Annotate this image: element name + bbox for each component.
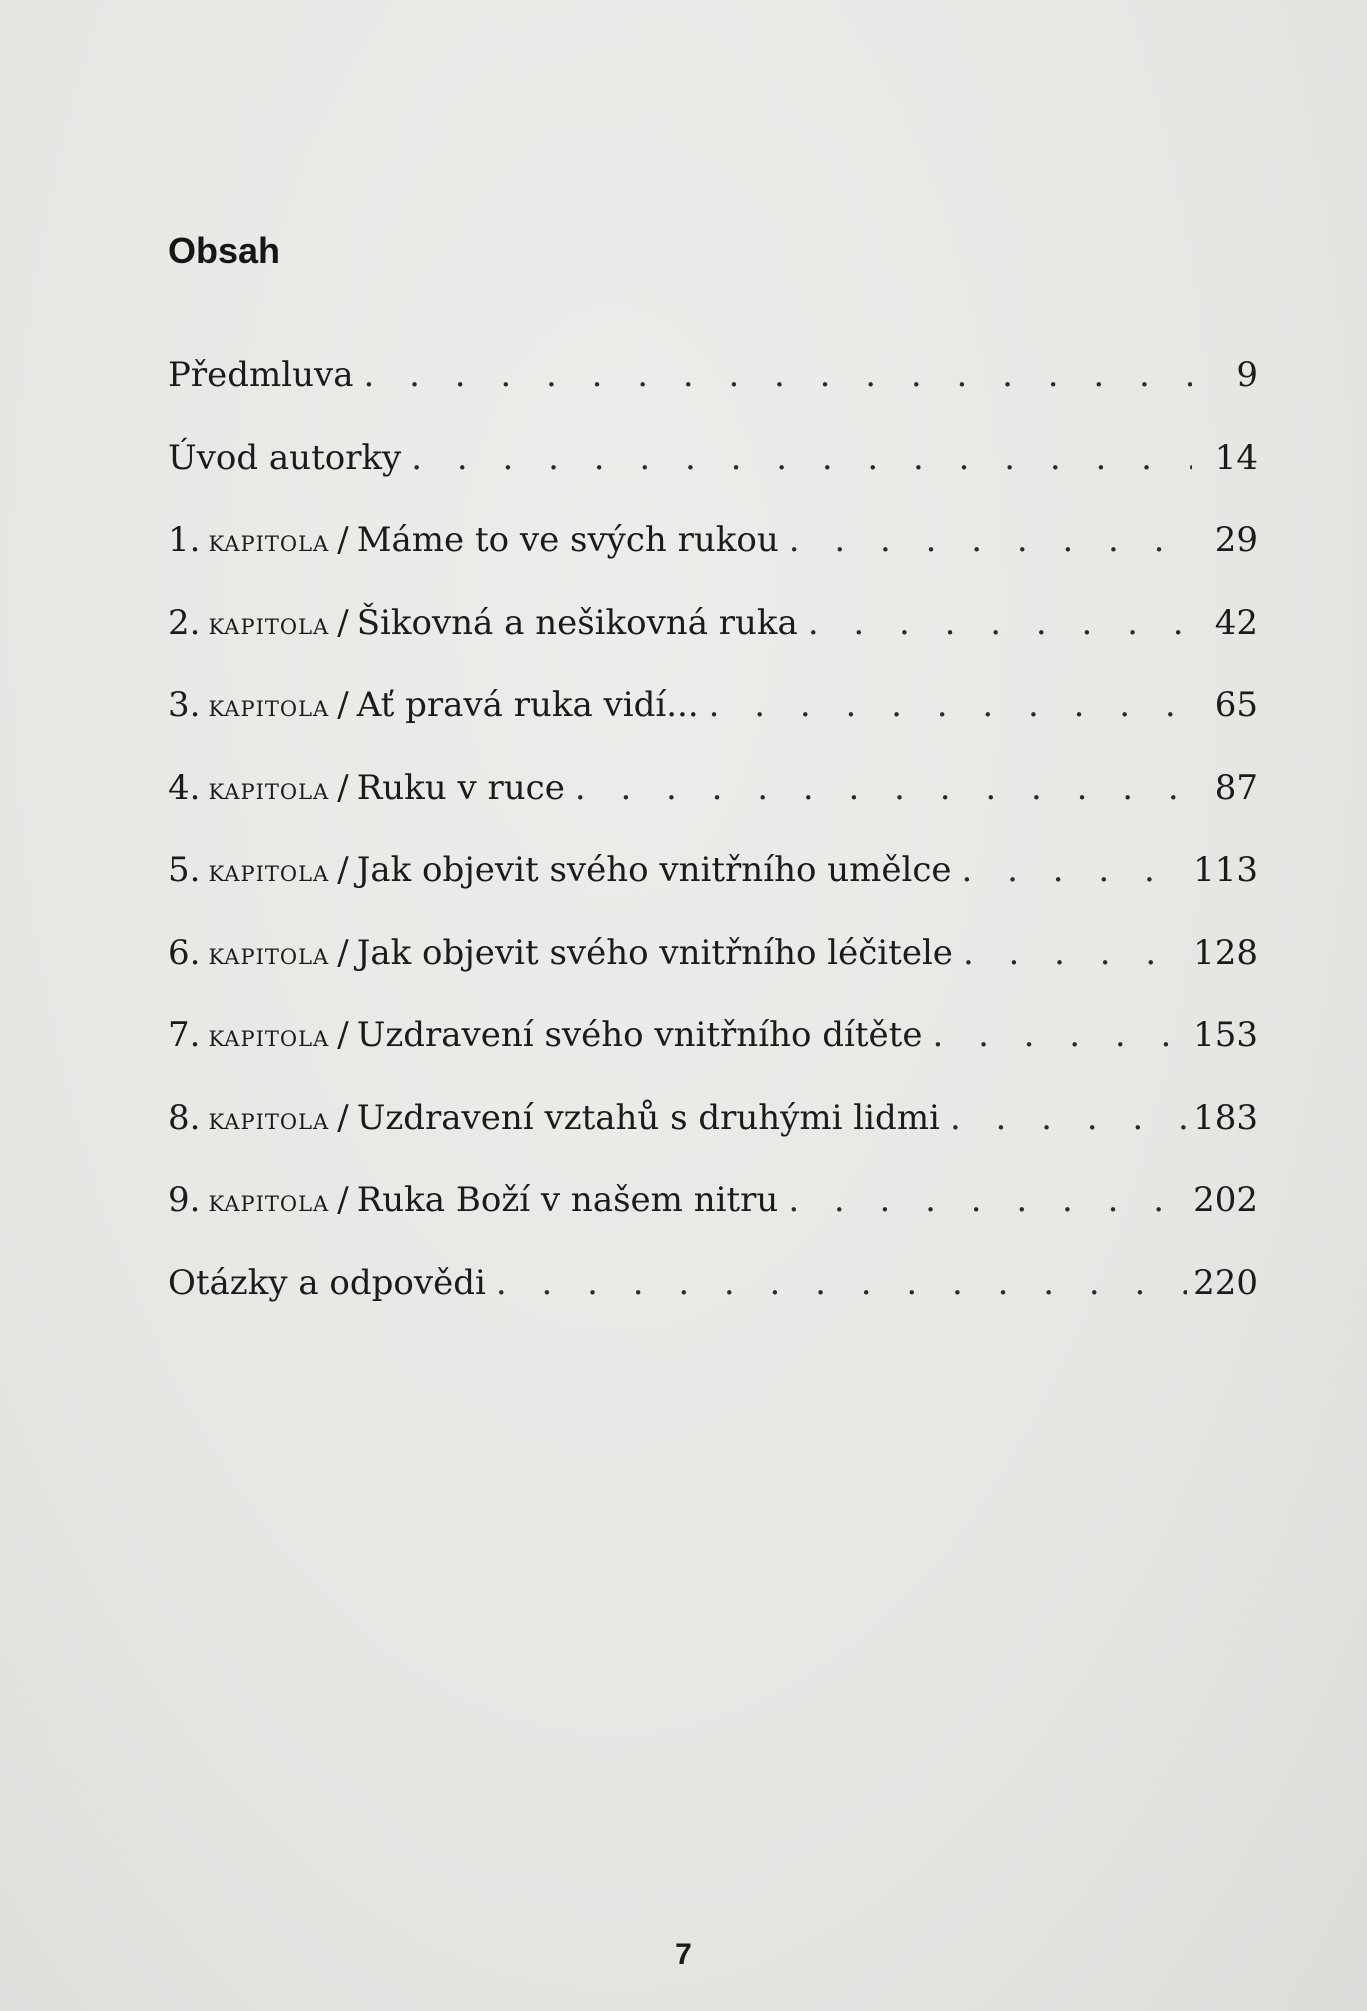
entry-title: Máme to ve svých rukou	[356, 520, 779, 560]
chapter-label: kapitola	[208, 1184, 330, 1219]
toc-entry-otazky-a-odpovedi	[168, 1262, 1258, 1349]
toc-entry-chapter-7	[168, 1015, 1258, 1101]
entry-page-number: 9	[1236, 355, 1258, 395]
dot-leader	[364, 358, 1192, 392]
dot-leader	[496, 1266, 1187, 1300]
dot-leader	[932, 1018, 1187, 1052]
chapter-number: 6.	[168, 932, 201, 973]
entry-title: Uzdravení svého vnitřního dítěte	[356, 1015, 923, 1055]
chapter-number: 9.	[168, 1180, 201, 1220]
entry-text	[168, 767, 565, 808]
chapter-label: kapitola	[208, 1101, 330, 1137]
entry-page-number: 202	[1193, 1180, 1258, 1220]
chapter-number: 5.	[168, 850, 201, 890]
toc-entry-chapter-3	[168, 685, 1258, 771]
dot-leader	[575, 771, 1192, 805]
entry-text	[168, 1097, 940, 1138]
chapter-number: 3.	[168, 685, 201, 725]
dot-leader	[788, 1183, 1187, 1217]
entry-page-number: 128	[1193, 932, 1258, 973]
entry-title: Ať pravá ruka vidí...	[356, 685, 699, 725]
dot-leader	[962, 853, 1188, 887]
chapter-label: kapitola	[208, 689, 330, 724]
chapter-label: kapitola	[208, 524, 330, 559]
toc-entry-chapter-5	[168, 850, 1258, 936]
chapter-label: kapitola	[208, 606, 330, 642]
toc-entry-uvod-autorky	[168, 437, 1258, 524]
chapter-separator: /	[337, 932, 349, 973]
chapter-separator: /	[337, 1015, 349, 1055]
toc-entry-chapter-8	[168, 1097, 1258, 1184]
entry-page-number: 220	[1193, 1262, 1258, 1303]
chapter-separator: /	[337, 1180, 349, 1220]
entry-text	[168, 932, 953, 973]
dot-leader	[789, 523, 1192, 557]
entry-page-number: 14	[1214, 437, 1258, 478]
entry-text	[168, 685, 699, 725]
entry-title: Otázky a odpovědi	[168, 1262, 486, 1303]
entry-page-number: 42	[1214, 602, 1258, 643]
chapter-label: kapitola	[208, 1019, 330, 1054]
entry-text	[168, 355, 354, 395]
entry-text	[168, 437, 402, 478]
entry-title: Předmluva	[168, 355, 354, 395]
toc-entry-chapter-4	[168, 767, 1258, 854]
chapter-label: kapitola	[208, 854, 330, 889]
entry-page-number: 153	[1193, 1015, 1258, 1055]
chapter-label: kapitola	[208, 771, 330, 807]
entry-title: Úvod autorky	[168, 437, 402, 478]
entry-title: Ruku v ruce	[356, 767, 565, 808]
chapter-number: 4.	[168, 767, 201, 808]
dot-leader	[808, 606, 1192, 640]
entry-title: Uzdravení vztahů s druhými lidmi	[356, 1097, 940, 1138]
entry-title: Jak objevit svého vnitřního umělce	[356, 850, 952, 890]
chapter-number: 8.	[168, 1097, 201, 1138]
entry-text	[168, 1180, 779, 1220]
chapter-separator: /	[337, 520, 349, 560]
toc-entry-chapter-1	[168, 520, 1258, 606]
entry-text	[168, 1015, 923, 1055]
toc-entry-chapter-6	[168, 932, 1258, 1019]
toc-entry-chapter-2	[168, 602, 1258, 689]
toc-entry-chapter-9	[168, 1180, 1258, 1266]
page-number: 7	[675, 1938, 692, 1971]
chapter-separator: /	[337, 1097, 349, 1138]
chapter-number: 1.	[168, 520, 201, 560]
entry-text	[168, 850, 952, 890]
dot-leader	[411, 441, 1192, 475]
entry-page-number: 65	[1214, 685, 1258, 725]
chapter-separator: /	[337, 685, 349, 725]
chapter-separator: /	[337, 850, 349, 890]
contents-heading: Obsah	[168, 230, 281, 271]
entry-text	[168, 1262, 486, 1303]
entry-title: Jak objevit svého vnitřního léčitele	[356, 932, 953, 973]
chapter-separator: /	[337, 602, 349, 643]
entry-page-number: 29	[1214, 520, 1258, 560]
entry-page-number: 183	[1193, 1097, 1258, 1138]
toc-entry-predmluva	[168, 355, 1258, 441]
dot-leader	[709, 688, 1192, 722]
entry-title: Ruka Boží v našem nitru	[356, 1180, 779, 1220]
table-of-contents	[168, 355, 1258, 1348]
entry-title: Šikovná a nešikovná ruka	[356, 602, 798, 643]
chapter-separator: /	[337, 767, 349, 808]
entry-text	[168, 602, 798, 643]
chapter-label: kapitola	[208, 936, 330, 972]
chapter-number: 2.	[168, 602, 201, 643]
entry-page-number: 87	[1214, 767, 1258, 808]
dot-leader	[963, 936, 1187, 970]
chapter-number: 7.	[168, 1015, 201, 1055]
entry-page-number: 113	[1193, 850, 1258, 890]
entry-text	[168, 520, 779, 560]
dot-leader	[950, 1101, 1187, 1135]
